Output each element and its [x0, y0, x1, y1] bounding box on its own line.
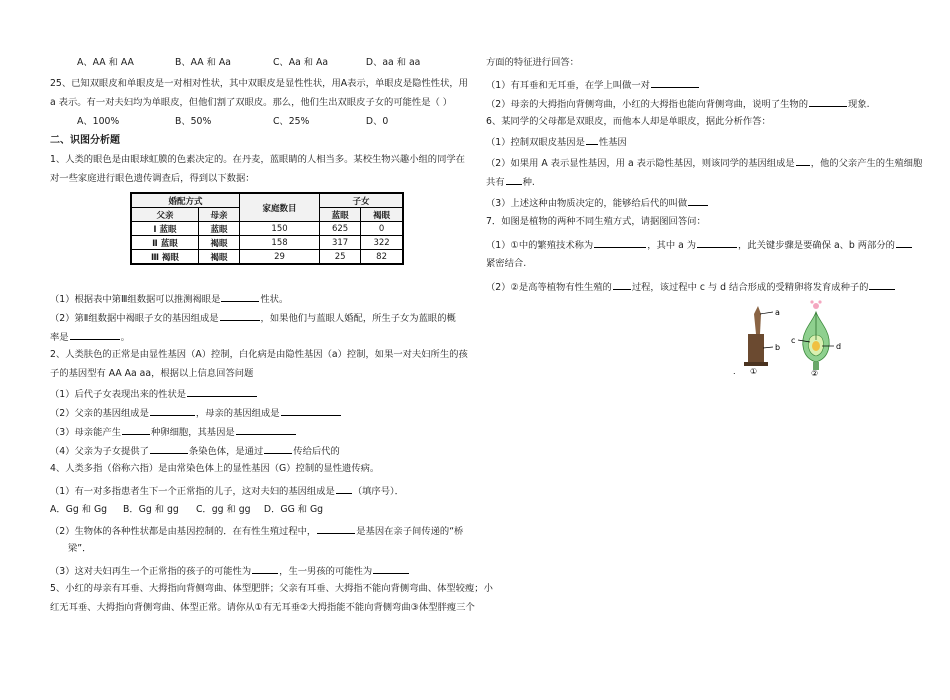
label-b: b	[775, 343, 781, 352]
table-cell-father: Ⅲ 褐眼	[131, 250, 198, 265]
table-cell-mother: 褐眼	[198, 250, 239, 265]
answer-blank[interactable]	[651, 78, 699, 88]
s4-option-d: D．GG 和 Gg	[263, 504, 324, 515]
s2-q2	[50, 406, 342, 420]
s2-intro-line2: 子的基因型有 AA Aa aa，根据以上信息回答问题	[50, 368, 254, 379]
s6-q3	[486, 196, 709, 210]
grafting-illustration	[733, 306, 780, 376]
s1-q2-text: （2）第Ⅱ组数据中褐眼子女的基因组成是	[50, 313, 219, 324]
scion	[754, 306, 761, 334]
answer-blank[interactable]	[613, 280, 631, 290]
answer-blank[interactable]	[317, 524, 355, 534]
s7-intro: 7．如图是植物的两种不同生殖方式，请据图回答问：	[486, 216, 706, 227]
s5-line1: 5、小红的母亲有耳垂、大拇指向背侧弯曲、体型肥胖；父亲有耳垂、大拇指不能向背侧弯曲、体型较瘦；小	[50, 583, 493, 594]
s7-q2-text-b: 过程，该过程中 c 与 d 结合形成的受精卵将发育成种子的	[631, 282, 869, 293]
s6-q1-text-b: 性基因	[598, 137, 627, 148]
table-header-mother: 母亲	[198, 208, 239, 222]
answer-blank[interactable]	[281, 406, 341, 416]
s4-q2-cont: 梁”．	[68, 543, 92, 554]
s2-q1-text: （1）后代子女表现出来的性状是	[50, 389, 187, 400]
label-a: a	[775, 308, 780, 317]
s1-q2-cont	[50, 330, 130, 344]
stigma-right	[818, 300, 821, 303]
s1-q2	[50, 311, 456, 325]
r-q2	[486, 97, 870, 111]
section-heading: 二、识图分析题	[50, 135, 120, 146]
answer-blank[interactable]	[506, 175, 522, 185]
answer-blank[interactable]	[796, 156, 810, 166]
s7-q1-text-c: ，此关键步骤是要确保 a、b 两部分的	[738, 240, 895, 251]
s6-q1-text: （1）控制双眼皮基因是	[486, 137, 585, 148]
q25-options	[77, 116, 388, 128]
s7-q2-text: （2）②是高等植物有性生殖的	[486, 282, 612, 293]
s2-q3-text-b: 种卵细胞，其基因是	[151, 427, 235, 438]
q24-option-c: C、Aa 和 Aa	[272, 57, 329, 68]
table-header-families: 家庭数目	[240, 193, 320, 222]
s2-q1	[50, 387, 258, 401]
embryo-sac	[812, 341, 820, 351]
table-header-children: 子女	[320, 193, 403, 208]
q25-line1: 25、已知双眼皮和单眼皮是一对相对性状，其中双眼皮是显性性状，用A表示，单眼皮是隐性性状，用	[50, 78, 468, 89]
label-c: c	[791, 336, 796, 345]
s6-q2-text-b: ，他的父亲产生的生殖细胞	[810, 158, 923, 169]
table-cell-families: 29	[240, 250, 320, 265]
table-cell-brown: 82	[361, 250, 403, 265]
r-q2-text-b: 现象.	[848, 99, 870, 110]
stock-trunk	[748, 334, 764, 364]
answer-blank[interactable]	[809, 97, 847, 107]
s2-intro-line1: 2、人类肤色的正常是由显性基因（A）控制，白化病是由隐性基因（a）控制，如果一对夫妇所生的孩	[50, 349, 468, 360]
r-q1	[486, 78, 700, 92]
s6-q3-text: （3）上述这种由物质决定的，能够给后代的叫做	[486, 198, 688, 209]
figure-number-2: ②	[811, 369, 819, 376]
table-cell-families: 158	[240, 236, 320, 250]
label-d: d	[836, 342, 842, 351]
s4-option-c: C．gg 和 gg	[195, 504, 251, 515]
table-cell-mother: 褐眼	[198, 236, 239, 250]
s2-q3	[50, 425, 297, 439]
table-header-father: 父亲	[131, 208, 198, 222]
s2-q2-text: （2）父亲的基因组成是	[50, 408, 149, 419]
s4-q1-end: （填序号）．	[352, 486, 404, 497]
answer-blank[interactable]	[869, 280, 895, 290]
answer-blank[interactable]	[150, 444, 188, 454]
s1-q1	[50, 292, 288, 306]
table-header-brown: 褐眼	[361, 208, 403, 222]
s1-intro-line2: 对一些家庭进行眼色遗传调查后，得到以下数据：	[50, 173, 255, 184]
table-cell-father: Ⅰ 蓝眼	[131, 222, 198, 236]
s4-q2	[50, 524, 463, 538]
s2-q4	[50, 444, 340, 458]
q24-option-d: D、aa 和 aa	[365, 57, 421, 68]
table-cell-families: 150	[240, 222, 320, 236]
answer-blank[interactable]	[187, 387, 257, 397]
q24-option-a: A、AA 和 AA	[77, 57, 134, 68]
table-cell-father: Ⅱ 蓝眼	[131, 236, 198, 250]
s1-intro-line1: 1、人类的眼色是由眼球虹膜的色素决定的。在丹麦，蓝眼睛的人相当多。某校生物兴趣小组的同学在	[50, 154, 465, 165]
s4-q1	[50, 484, 404, 498]
answer-blank[interactable]	[688, 196, 708, 206]
stigma-left	[810, 300, 813, 303]
s2-q3-text: （3）母亲能产生	[50, 427, 121, 438]
table-cell-brown: 0	[361, 222, 403, 236]
s7-q1-text: （1）①中的繁殖技术称为	[486, 240, 594, 251]
s4-option-a: A．Gg 和 Gg	[50, 504, 108, 515]
s7-q1-cont: 紧密结合.	[486, 258, 527, 269]
q25-option-c: C、25%	[272, 116, 310, 127]
r-continuation: 方面的特征进行回答：	[486, 57, 579, 68]
answer-blank[interactable]	[252, 564, 278, 574]
eye-color-table	[130, 192, 404, 265]
answer-blank[interactable]	[697, 238, 737, 248]
table-row	[131, 236, 403, 250]
s2-q4-text-c: 传给后代的	[293, 446, 340, 457]
flower-illustration	[791, 300, 841, 376]
answer-blank[interactable]	[221, 292, 259, 302]
s4-q2-text: （2）生物体的各种性状都是由基因控制的．在有性生殖过程中，	[50, 526, 317, 537]
s4-q3-text: （3）这对夫妇再生一个正常指的孩子的可能性为	[50, 566, 252, 577]
table-row	[131, 250, 403, 265]
s2-q4-text: （4）父亲为子女提供了	[50, 446, 149, 457]
s2-q2-text-b: ，母亲的基因组成是	[195, 408, 280, 419]
s4-intro: 4、人类多指（俗称六指）是由常染色体上的显性基因（G）控制的显性遗传病。	[50, 463, 380, 474]
s4-q2-text-b: 是基因在亲子间传递的“桥	[356, 526, 464, 537]
s4-q3-text-b: ，生一男孩的可能性为	[279, 566, 373, 577]
s7-q1-text-b: ，其中 a 为	[647, 240, 697, 251]
s7-q1	[486, 238, 913, 252]
table-cell-brown: 322	[361, 236, 403, 250]
table-cell-mother: 蓝眼	[198, 222, 239, 236]
pointer-a	[760, 312, 773, 314]
answer-blank[interactable]	[122, 425, 150, 435]
s1-q2-end: 。	[120, 332, 130, 343]
table-row	[131, 222, 403, 236]
table-cell-blue: 317	[320, 236, 361, 250]
answer-blank[interactable]	[336, 484, 352, 494]
table-cell-blue: 625	[320, 222, 361, 236]
answer-blank[interactable]	[150, 406, 195, 416]
r-q2-text: （2）母亲的大拇指向背侧弯曲，小红的大拇指也能向背侧弯曲，说明了生物的	[486, 99, 809, 110]
s6-q2-text-c: 共有	[486, 177, 505, 188]
s6-q2-text: （2）如果用 A 表示显性基因，用 a 表示隐性基因，则该同学的基因组成是	[486, 158, 795, 169]
plant-reproduction-figure	[730, 292, 850, 376]
s4-option-b: B．Gg 和 gg	[122, 504, 179, 515]
s1-q2-text-b: ，如果他们与蓝眼人婚配，所生子女为蓝眼的概	[260, 313, 456, 324]
table-header-mating: 婚配方式	[131, 193, 240, 208]
table-header-blue: 蓝眼	[320, 208, 361, 222]
answer-blank[interactable]	[264, 444, 292, 454]
answer-blank[interactable]	[594, 238, 646, 248]
s1-q2-text-c: 率是	[50, 332, 69, 343]
answer-blank[interactable]	[586, 135, 598, 145]
r-q1-text: （1）有耳垂和无耳垂，在学上叫做一对	[486, 80, 650, 91]
q25-line2: a 表示。有一对夫妇均为单眼皮，但他们割了双眼皮。那么，他们生出双眼皮子女的可能性是（ ）	[50, 97, 453, 108]
s5-line2: 红无耳垂、大拇指向背侧弯曲、体型正常。请你从①有无耳垂②大拇指能不能向背侧弯曲③体型胖瘦三个	[50, 602, 475, 613]
q24-options	[77, 57, 420, 69]
s6-q2	[486, 156, 922, 170]
answer-blank[interactable]	[896, 238, 912, 248]
s2-q4-text-b: 条染色体，是通过	[188, 446, 264, 457]
table-cell-blue: 25	[320, 250, 361, 265]
s4-options	[50, 504, 323, 516]
s1-q1-end: 性状。	[260, 294, 289, 305]
pointer-b	[763, 347, 773, 348]
s6-intro: 6、某同学的父母都是双眼皮，而他本人却是单眼皮，据此分析作答：	[486, 116, 771, 127]
s6-q2-cont	[486, 175, 535, 189]
stock-base	[744, 362, 768, 366]
figure-dot: .	[733, 367, 736, 376]
answer-blank[interactable]	[236, 425, 296, 435]
q25-option-a: A、100%	[77, 116, 120, 127]
s1-q1-text: （1）根据表中第Ⅲ组数据可以推测褐眼是	[50, 294, 221, 305]
s4-q1-text: （1）有一对多指患者生下一个正常指的儿子，这对夫妇的基因组成是	[50, 486, 335, 497]
q25-option-d: D、0	[365, 116, 389, 127]
answer-blank[interactable]	[220, 311, 260, 321]
q25-option-b: B、50%	[174, 116, 212, 127]
s6-q1	[486, 135, 627, 149]
answer-blank[interactable]	[70, 330, 120, 340]
stigma	[813, 303, 819, 309]
answer-blank[interactable]	[373, 564, 409, 574]
s6-q2-text-d: 种.	[522, 177, 535, 188]
s4-q3	[50, 564, 410, 578]
q24-option-b: B、AA 和 Aa	[174, 57, 231, 68]
figure-number-1: ①	[750, 367, 758, 376]
